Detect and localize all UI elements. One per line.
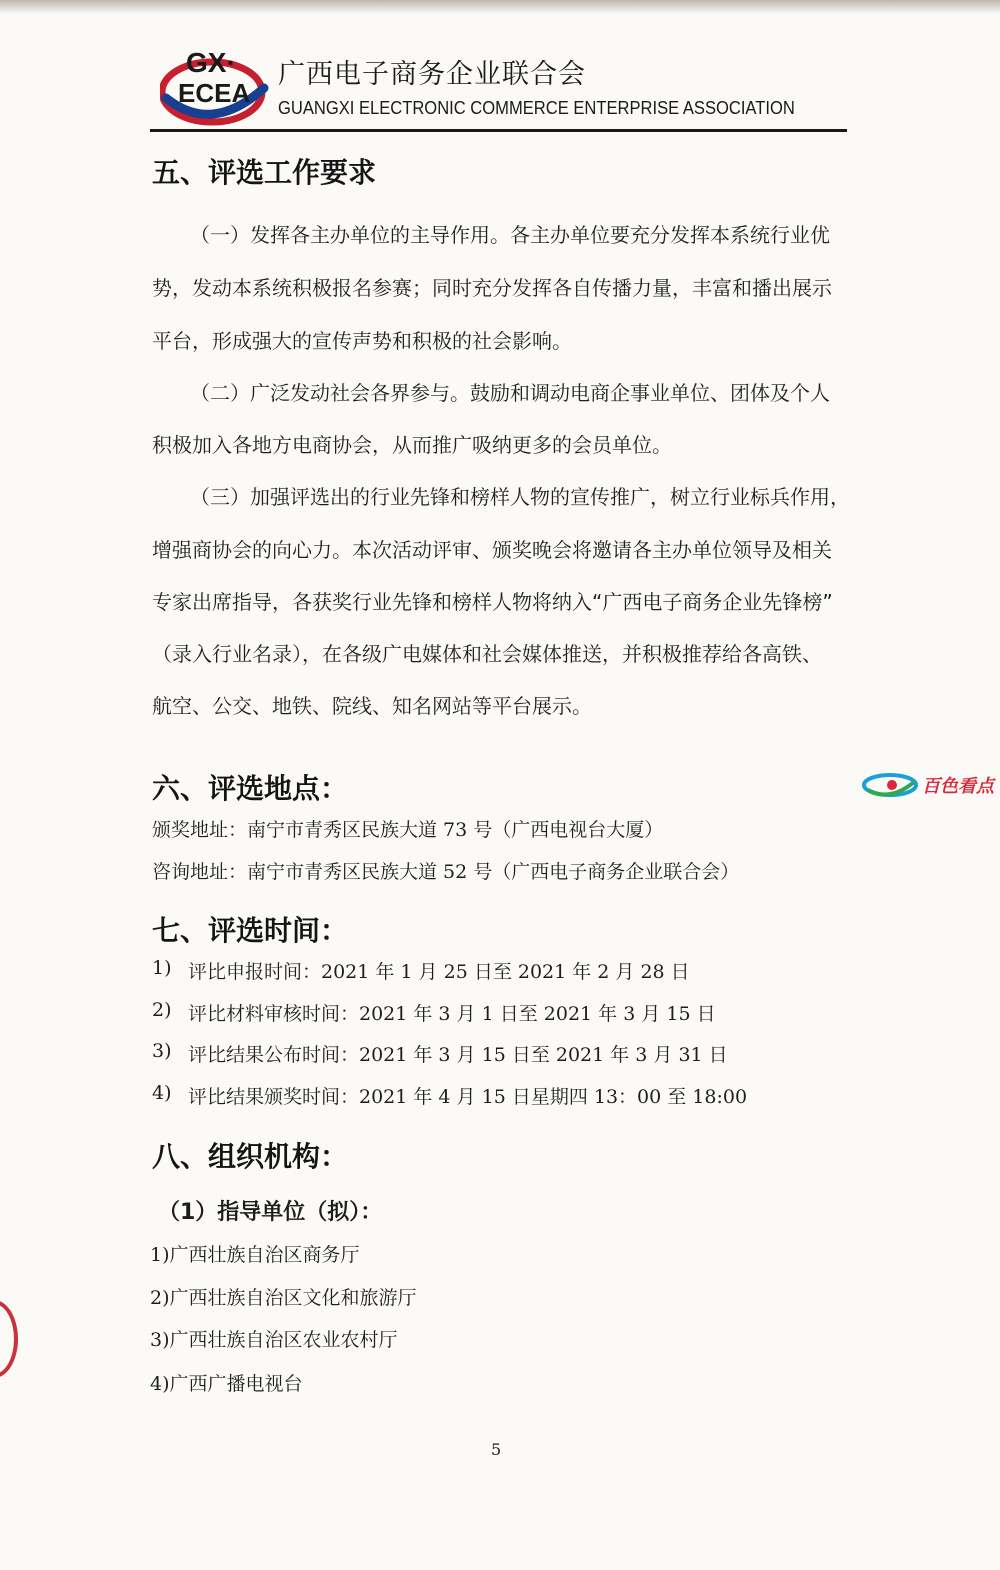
logo-text-bottom: ECEA [178, 78, 251, 108]
guiding-unit: 1)广西壮族自治区商务厅 [150, 1244, 360, 1266]
section7-title: 七、评选时间： [152, 914, 349, 947]
section5-line: 航空、公交、地铁、院线、知名网站等平台展示。 [152, 694, 592, 718]
org-name-en: GUANGXI ELECTRONIC COMMERCE ENTERPRISE ASSOCIATION [278, 98, 795, 118]
guiding-unit: 3)广西壮族自治区农业农村厅 [150, 1329, 398, 1351]
section5-line: 积极加入各地方电商协会，从而推广吸纳更多的会员单位。 [152, 433, 672, 457]
schedule-text: 评比申报时间：2021 年 1 月 25 日至 2021 年 2 月 28 日 [188, 961, 690, 983]
schedule-text: 评比结果颁奖时间：2021 年 4 月 15 日星期四 13：00 至 18:00 [188, 1086, 748, 1108]
section5-line: 势，发动本系统积极报名参赛；同时充分发挥各自传播力量，丰富和播出展示 [152, 276, 832, 300]
section5-line: （录入行业名录），在各级广电媒体和社会媒体推送，并积极推荐给各高铁、 [152, 642, 822, 666]
watermark-logo-icon [862, 770, 920, 800]
schedule-num: 2) [152, 999, 172, 1021]
schedule-text: 评比结果公布时间：2021 年 3 月 15 日至 2021 年 3 月 31 日 [188, 1044, 728, 1066]
schedule-num: 3) [152, 1040, 172, 1062]
watermark-text: 百色看点 [922, 776, 994, 797]
guiding-unit: 2)广西壮族自治区文化和旅游厅 [150, 1287, 417, 1309]
consult-address: 咨询地址：南宁市青秀区民族大道 52 号（广西电子商务企业联合会） [152, 861, 740, 883]
letterhead [150, 38, 850, 134]
watermark [862, 770, 1000, 800]
section6-title: 六、评选地点： [152, 772, 349, 805]
section5-title: 五、评选工作要求 [152, 156, 377, 189]
section5-line: 专家出席指导，各获奖行业先锋和榜样人物将纳入“广西电子商务企业先锋榜” [152, 590, 833, 614]
section5-line: （一）发挥各主办单位的主导作用。各主办单位要充分发挥本系统行业优 [190, 223, 830, 247]
schedule-num: 1) [152, 957, 172, 979]
award-address: 颁奖地址：南宁市青秀区民族大道 73 号（广西电视台大厦） [152, 819, 664, 841]
section5-line: （三）加强评选出的行业先锋和榜样人物的宣传推广，树立行业标兵作用， [190, 485, 850, 509]
logo-text-top: GX· [186, 47, 236, 78]
section8-title: 八、组织机构： [152, 1140, 349, 1173]
schedule-num: 4) [152, 1082, 172, 1104]
section5-line: 增强商协会的向心力。本次活动评审、颁奖晚会将邀请各主办单位领导及相关 [152, 538, 832, 562]
org-name-cn: 广西电子商务企业联合会 [278, 59, 586, 90]
red-seal-edge [0, 1300, 18, 1378]
page-number: 5 [491, 1440, 502, 1459]
guiding-unit: 4)广西广播电视台 [150, 1373, 303, 1395]
section8-subtitle: （1）指导单位（拟）： [158, 1200, 383, 1225]
schedule-text: 评比材料审核时间：2021 年 3 月 1 日至 2021 年 3 月 15 日 [188, 1003, 716, 1025]
section5-line: 平台，形成强大的宣传声势和积极的社会影响。 [152, 329, 572, 353]
page-top-shadow [0, 0, 1000, 14]
section5-line: （二）广泛发动社会各界参与。鼓励和调动电商企事业单位、团体及个人 [190, 381, 830, 405]
header-divider [150, 129, 847, 132]
association-logo [160, 40, 270, 128]
